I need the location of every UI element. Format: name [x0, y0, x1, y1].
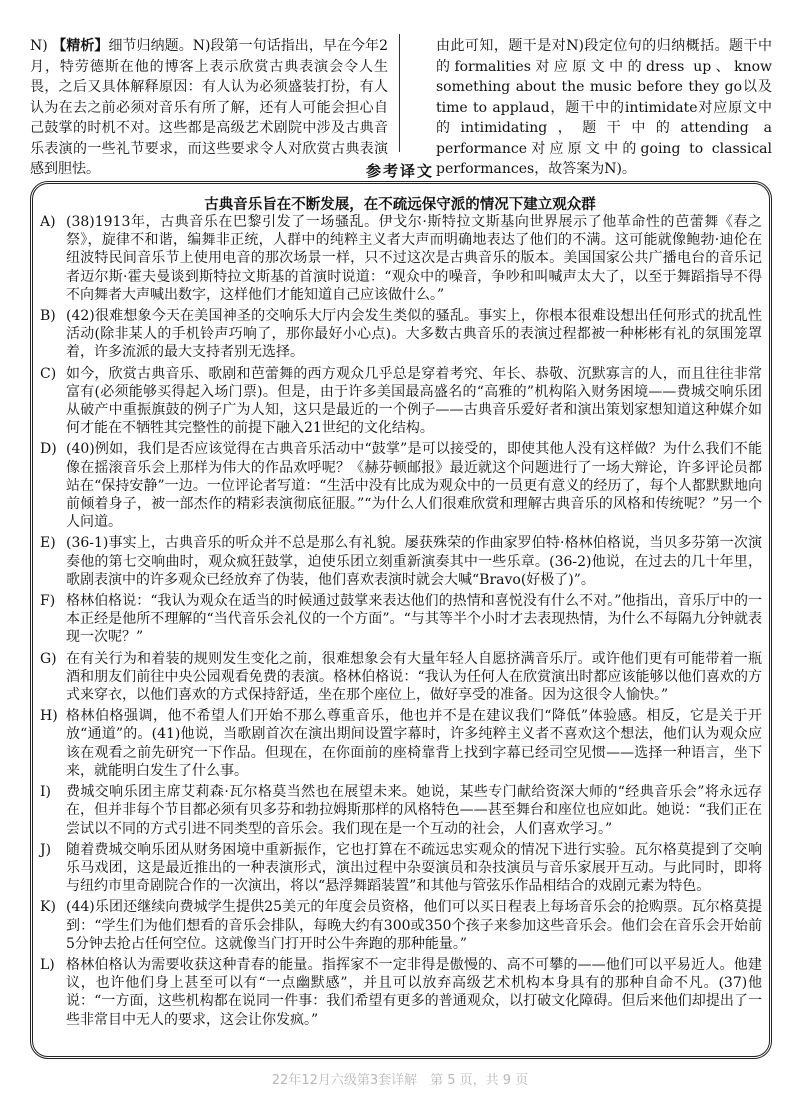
paragraph-g: [40, 650, 762, 705]
paragraph-text: (40)例如，我们是否应该觉得在古典音乐活动中“鼓掌”是可以接受的，即使其他人没有这样做？为什么我们不能像在摇滚音乐会上那样为伟大的作品欢呼呢？《赫芬顿邮报》最近就这个问题进行了一场大辩论，许多评论员都站在“保持安静”一边。一位评论者写道：“生活中没有比成为观众中的一员更有意义的经历了，每个人都默默地向前倾着身子，被一部杰作的精彩表演彻底征服。”“为什么人们很难欣赏和理解古典音乐的风格和传统呢？”另一个人问道。: [66, 441, 762, 531]
paragraph-text: 在有关行为和着装的规则发生变化之前，很难想象会有大量年轻人自愿挤满音乐厅。或许他们更有可能带着一瓶酒和朋友们前往中央公园观看免费的表演。格林伯格说：“我认为任何人在欣赏演出时都应该能够以他们喜欢的方式来穿衣，以他们喜欢的方式保持舒适，坐在那个座位上，做好享受的准备。因为这很令人愉快。”: [66, 650, 762, 704]
paragraph-label: I): [40, 784, 51, 801]
paragraph-d: [40, 440, 762, 531]
paragraph-c: [40, 365, 762, 438]
paragraph-text: 格林伯格说：“我认为观众在适当的时候通过鼓掌来表达他们的热情和喜悦没有什么不对。”他指出，音乐厅中的一本正经是他所不理解的“当代音乐会礼仪的一个方面”。“与其等半个小时才去表现热情，为什么不每隔九分钟就表现一次呢？”: [66, 593, 762, 646]
paragraph-label: K): [40, 899, 56, 916]
paragraph-text: 格林伯格认为需要收获这种青春的能量。指挥家不一定非得是傲慢的、高不可攀的——他们可以平易近人。他建议，也许他们身上甚至可以有“一点幽默感”，并且可以放弃高级艺术机构本身具有的那种自命不凡。(37)他说：“一方面，这些机构都在说同一件事：我们希望有更多的普通观众，以打破文化障碍。但后来他们却提出了一些非常目中无人的要求，这会让你发疯。”: [66, 956, 762, 1028]
paragraph-label: L): [40, 956, 55, 973]
paragraph-label: J): [40, 841, 52, 858]
paragraph-label: C): [40, 365, 57, 382]
paragraph-text: (36-1)事实上，古典音乐的听众并不总是那么有礼貌。屡获殊荣的作曲家罗伯特·格林伯格说，当贝多芬第一次演奏他的第七交响曲时，观众疯狂鼓掌，迫使乐团立刻重新演奏其中一些乐章。(36-2)他说，在过去的几十年里，歌剧表演中的许多观众已经放弃了伪装，他们喜欢表演时就会大喊“Bravo(好极了)”。: [66, 535, 762, 588]
paragraph-label: A): [40, 214, 56, 230]
paragraph-text: (38)1913年，古典音乐在巴黎引发了一场骚乱。伊戈尔·斯特拉文斯基向世界展示了他革命性的芭蕾舞《春之祭》，旋律不和谐，编舞非正统，人群中的纯粹主义者大声而明确地表达了他们的不满。这可能就像鲍勃·迪伦在纽波特民间音乐节上使用电音的那次场景一样，只不过这次是古典音乐的版本。美国国家公共广播电台的音乐记者迈尔斯·霍夫曼谈到斯特拉文斯基的首演时说道：“观众中的噪音，争吵和叫喊声太大了，以至于舞蹈指导不得不向舞者大声喊出数字，这样他们才能知道自己应该做什么。”: [66, 214, 762, 303]
analysis-text-continued: 由此可知，题干是对N)段定位句的归纳概括。题干中的formalities对应原文中的dress up、know something about the music before they go以及time to applaud，题干中的intimidate对应原文中的intimidating，题干中的attending a performance对应原文中的going to classical performances，故答案为N)。: [436, 38, 772, 177]
paragraph-a: [40, 213, 762, 304]
paragraph-text: (42)很难想象今天在美国神圣的交响乐大厅内会发生类似的骚乱。事实上，你根本很难设想出任何形式的扰乱性活动(除非某人的手机铃声巧响了，那你最好小心点)。大多数古典音乐的表演过程都被一种彬彬有礼的氛围笼罩着，许多流派的最大支持者别无选择。: [66, 308, 762, 361]
paragraph-text: 格林伯格强调，他不希望人们开始不那么尊重音乐，他也并不是在建议我们“降低”体验感。相反，它是关于开放“通道”的。(41)他说，当歌剧首次在演出期间设置字幕时，许多纯粹主义者不喜欢这个想法，他们认为观众应该在观看之前先研究一下作品。但现在，在你面前的座椅靠背上找到字幕已经司空见惯——选择一种语言，坐下来，就能明白发生了什么事。: [66, 708, 762, 779]
analysis-block-n: [30, 36, 388, 180]
column-divider: [399, 34, 400, 152]
paragraph-text: 如今，欣赏古典音乐、歌剧和芭蕾舞的西方观众几乎总是穿着考究、年长、恭敬、沉默寡言的人，而且往往非常富有(必须能够买得起入场门票)。但是，由于许多美国最高盛名的“高雅的”机构陷入财务困境——费城交响乐团从破产中重振旗鼓的例子广为人知，这只是最近的一个例子——古典音乐爱好者和演出策划家想知道这种媒介如何才能在不牺牲其完整性的前提下融入21世纪的文化结构。: [66, 365, 762, 437]
section-title: 参考译文: [365, 162, 434, 180]
paragraph-label: B): [40, 308, 56, 325]
paragraph-i: [40, 783, 762, 838]
paragraph-l: [40, 956, 762, 1029]
paragraph-k: [40, 898, 762, 953]
paragraph-text: (44)乐团还继续向费城学生提供25美元的年度会员资格，他们可以买日程表上每场音乐会的抢购票。瓦尔格莫提到：“学生们为他们想看的音乐会排队，每晚大约有300或350个孩子来参加这些音乐会。他们会在音乐会开始前5分钟去抢占任何空位。这就像当门打开时公牛奔跑的那种能量。”: [66, 899, 762, 952]
analysis-block-continued: [436, 36, 772, 180]
paragraph-h: [40, 707, 762, 780]
page-footer: 22年12月六级第3套详解 第 5 页，共 9 页: [271, 1073, 529, 1088]
paragraph-text: 费城交响乐团主席艾莉森·瓦尔格莫当然也在展望未来。她说，某些专门献给资深大师的“经典音乐会”将永远存在，但并非每个节目都必须有贝多芬和勃拉姆斯那样的风格特色——甚至舞台和座位也应如此。她说：“我们正在尝试以不同的方式引进不同类型的音乐会。我们现在是一个互动的社会，人们喜欢学习。”: [66, 784, 762, 837]
paragraph-label: E): [40, 535, 56, 552]
analysis-tag: 【精析】: [52, 38, 109, 54]
paragraph-b: [40, 307, 762, 362]
paragraph-label: F): [40, 593, 56, 610]
paragraph-text: 随着费城交响乐团从财务困境中重新振作，它也打算在不疏远忠实观众的情况下进行实验。瓦尔格莫提到了交响乐马戏团，这是最近推出的一种表演形式，演出过程中杂耍演员和杂技演员与音乐家展开互动。与此同时，即将与纽约市里奇剧院合作的一次演出，将以“悬浮舞蹈装置”和其他与管弦乐作品相结合的戏剧元素为特色。: [66, 841, 762, 895]
translation-paragraphs: [40, 213, 762, 1032]
paragraph-label: G): [40, 650, 57, 667]
analysis-text: 细节归纳题。N)段第一句话指出，早在今年2月，特劳德斯在他的博客上表示欣赏古典表演会令人生畏，之后又具体解释原因：有人认为必须盛装打扮，有人认为在去之前必须对音乐有所了解，还有人可能会担心自己鼓掌的时机不对。这些都是高级艺术剧院中涉及古典音乐表演的一些礼节要求，而这些要求令人对欣赏古典表演感到胆怯。: [30, 38, 389, 177]
item-label: N): [30, 38, 48, 54]
paragraph-e: [40, 534, 762, 589]
paragraph-f: [40, 592, 762, 647]
paragraph-label: D): [40, 441, 57, 458]
article-title: 古典音乐旨在不断发展，在不疏远保守派的情况下建立观众群: [204, 196, 596, 213]
paragraph-j: [40, 841, 762, 896]
paragraph-label: H): [40, 708, 58, 725]
